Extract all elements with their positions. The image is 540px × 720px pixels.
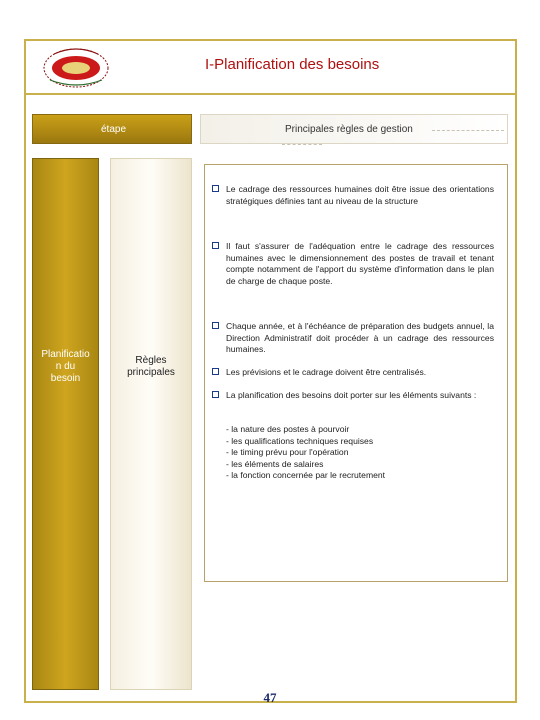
- institution-logo-icon: [40, 44, 112, 92]
- rules-column-label: Règles principales: [127, 355, 175, 378]
- etape-tab: [32, 114, 192, 144]
- checkbox-bullet-icon: [212, 322, 219, 329]
- rule-item: La planification des besoins doit porter sur les éléments suivants :: [212, 390, 494, 402]
- etape-label: étape: [101, 124, 127, 135]
- planification-label: Planificatio n du besoin: [41, 349, 90, 384]
- list-item: - la fonction concernée par le recrutement: [226, 470, 386, 481]
- decorative-dash: [432, 130, 504, 131]
- list-item: - les éléments de salaires: [226, 458, 324, 469]
- page-number: 47: [263, 690, 277, 705]
- elements-list: [226, 424, 385, 482]
- rule-item: Chaque année, et à l'échéance de préparation des budgets annuel, la Direction Administratif doit procéder à un cadrage des ressources humaines.: [212, 321, 494, 356]
- checkbox-bullet-icon: [212, 242, 219, 249]
- rule-item: Les prévisions et le cadrage doivent être centralisés.: [212, 367, 494, 379]
- rule-item: Le cadrage des ressources humaines doit être issue des orientations stratégiques définies tant au niveau de la structure: [212, 184, 494, 207]
- list-item: - les qualifications techniques requises: [226, 435, 374, 446]
- rule-item: Il faut s'assurer de l'adéquation entre le cadrage des ressources humaines avec le dimensionnement des postes de travail et tenant compte notamment de l'apport du système d'information dans le plan de charge de chaque poste.: [212, 241, 494, 287]
- planification-column: [32, 158, 99, 690]
- decorative-dash: [282, 144, 322, 145]
- checkbox-bullet-icon: [212, 185, 219, 192]
- rules-header-tab: [200, 114, 508, 144]
- page-title: I-Planification des besoins: [205, 56, 380, 73]
- checkbox-bullet-icon: [212, 368, 219, 375]
- rules-header-label: Principales règles de gestion: [285, 124, 413, 135]
- list-item: - la nature des postes à pourvoir: [226, 424, 350, 434]
- rules-column: [110, 158, 192, 690]
- list-item: - le timing prévu pour l'opération: [226, 447, 349, 458]
- checkbox-bullet-icon: [212, 391, 219, 398]
